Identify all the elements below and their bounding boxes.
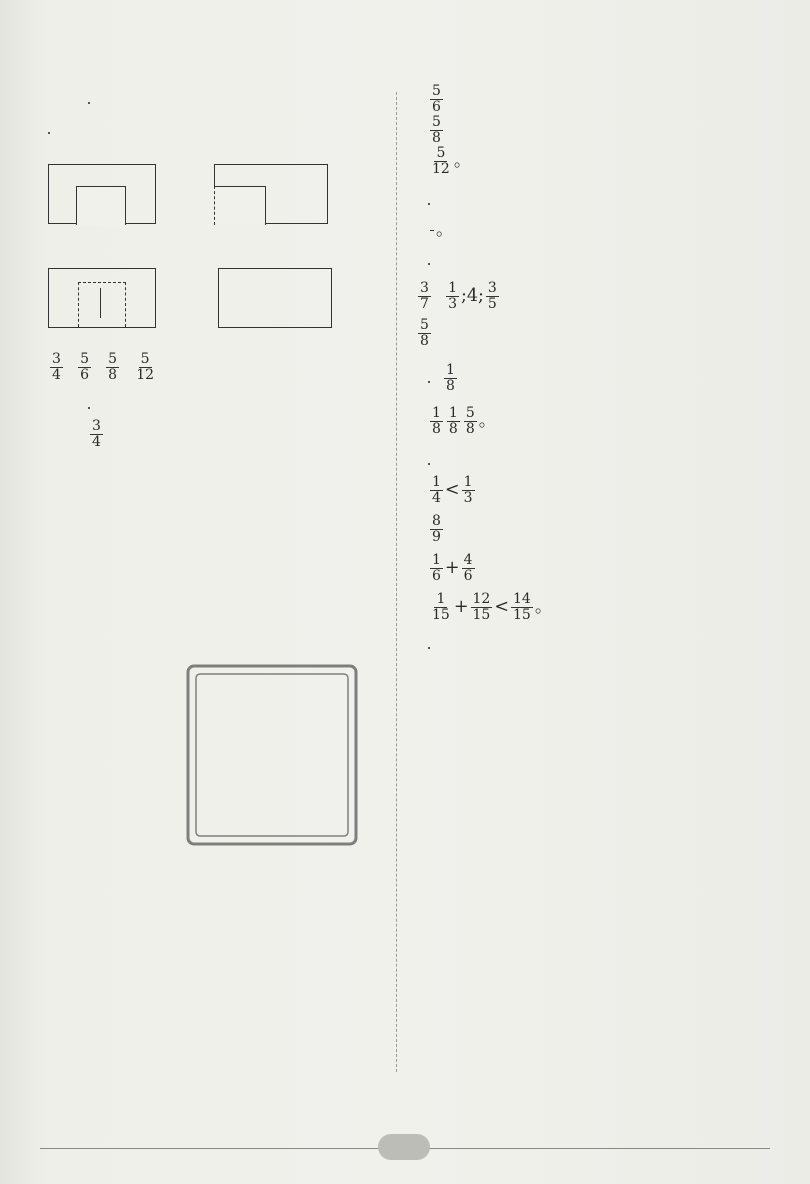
- fraction: $\frac{1}{6}$: [432, 552, 441, 584]
- fraction: $\frac{1}{8}$: [446, 362, 455, 394]
- fraction: $\frac{1}{8}$: [448, 405, 458, 437]
- text-line: [428, 115, 758, 146]
- method-line: [428, 185, 758, 215]
- fraction: $\frac{14}{15}$: [513, 591, 531, 623]
- left-column: [48, 84, 380, 450]
- method-tag: [428, 203, 430, 205]
- answer-line: [416, 318, 758, 349]
- fraction: $\frac{5}{6}$: [432, 83, 441, 115]
- tip-line: $\frac{1}{8}$ $\frac{1}{8}$ $\frac{5}{8}$ 。: [432, 405, 497, 437]
- tip-tag: [428, 381, 430, 383]
- method-line: [428, 629, 758, 659]
- figure-row-1-2: [48, 146, 380, 242]
- fraction: $\frac{5}{8}$: [465, 405, 475, 437]
- figure-row-3-4: [48, 248, 380, 344]
- fraction: $\frac{1}{4}$: [432, 474, 441, 506]
- fraction: [430, 230, 434, 231]
- tip-line: [48, 114, 380, 144]
- fraction: $\frac{1}{3}$: [448, 280, 457, 312]
- method-line: 。: [428, 215, 758, 245]
- page-footer: [0, 1128, 810, 1168]
- fig2-square: [214, 186, 266, 225]
- column-divider: [396, 92, 397, 1072]
- tip-tag: [88, 102, 90, 104]
- fig1-square: [76, 186, 126, 225]
- method-tag: [428, 647, 430, 649]
- tip-line: [48, 84, 380, 114]
- tip-line: $\frac{1}{15}$ + $\frac{12}{15}$ < $\frac{14}{15}$ 。: [432, 591, 553, 623]
- fraction: $\frac{4}{6}$: [463, 552, 473, 584]
- fig4-rect: [218, 268, 332, 328]
- tip-line: [48, 389, 380, 419]
- page-number: [378, 1134, 430, 1160]
- tip-line: $\frac{1}{4}$ < $\frac{1}{3}$: [432, 474, 473, 506]
- text-line: [428, 84, 758, 115]
- fraction: $\frac{3}{5}$: [487, 280, 497, 312]
- fraction: $\frac{5}{8}$: [432, 114, 441, 146]
- tip-tag: [428, 463, 430, 465]
- tip-line: $\frac{1}{6}$ + $\frac{4}{6}$: [432, 552, 473, 584]
- tip-line: [428, 445, 758, 475]
- fraction: $\frac{5}{8}$: [420, 317, 429, 349]
- tip-line: [428, 245, 758, 275]
- tip-tag: [428, 263, 430, 265]
- fraction: $\frac{1}{15}$: [432, 591, 450, 623]
- stamp-watermark: [172, 656, 372, 856]
- tip-tag: [88, 407, 90, 409]
- fraction: $\frac{12}{15}$: [472, 591, 491, 623]
- answer-line: $\frac{3}{7}$ $\frac{1}{3}$ ;4; $\frac{3}{5}$: [420, 280, 497, 312]
- fraction: $\frac{5}{12}$: [136, 351, 155, 383]
- fig3-dashed-square: [78, 282, 126, 327]
- right-column: [420, 83, 758, 659]
- fraction: $\frac{3}{7}$: [420, 280, 429, 312]
- fraction: $\frac{5}{8}$: [108, 351, 118, 383]
- fraction: $\frac{3}{4}$: [52, 351, 61, 383]
- fraction: $\frac{3}{4}$: [92, 418, 101, 450]
- tip-line: [48, 419, 380, 450]
- answer-line: [48, 352, 380, 383]
- fraction: $\frac{5}{12}$: [432, 145, 450, 177]
- fraction: $\frac{5}{6}$: [80, 351, 89, 383]
- tip-tag: [48, 132, 50, 134]
- tip-line: [428, 363, 758, 394]
- fraction: $\frac{1}{8}$: [432, 405, 441, 437]
- tip-line: [428, 514, 758, 545]
- fraction: $\frac{1}{3}$: [463, 474, 473, 506]
- text-line: $\frac{5}{12}$ 。: [432, 145, 472, 177]
- fig3-arrow: [100, 288, 101, 318]
- fraction: $\frac{8}{9}$: [432, 513, 441, 545]
